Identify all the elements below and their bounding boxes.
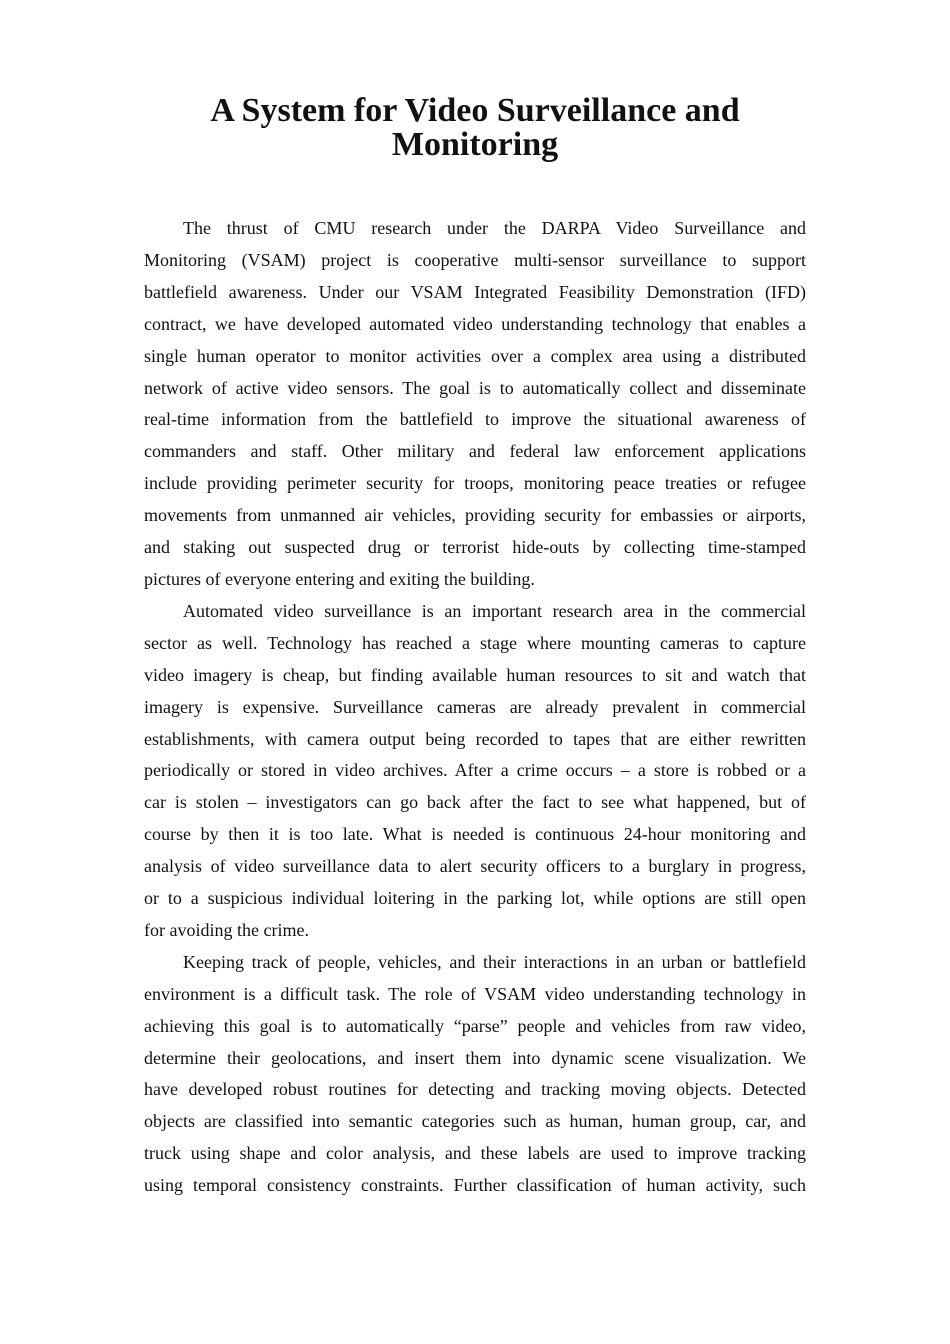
text-line: movements from unmanned air vehicles, providing security for embassies or airports,: [144, 505, 806, 526]
text-line: determine their geolocations, and insert them into dynamic scene visualization. We: [144, 1047, 806, 1068]
paper-title: [0, 94, 950, 162]
text-line: objects are classified into semantic categories such as human, human group, car, and: [144, 1111, 806, 1132]
text-line: network of active video sensors. The goal is to automatically collect and disseminate: [144, 377, 806, 398]
text-line: have developed robust routines for detecting and tracking moving objects. Detected: [144, 1079, 806, 1100]
paragraph-3: [144, 947, 806, 1202]
text-line: single human operator to monitor activities over a complex area using a distributed: [144, 345, 806, 366]
text-line: environment is a difficult task. The role of VSAM video understanding technology in: [144, 983, 806, 1004]
text-line: imagery is expensive. Surveillance cameras are already prevalent in commercial: [144, 696, 806, 717]
text-line: truck using shape and color analysis, and these labels are used to improve tracking: [144, 1143, 806, 1164]
paragraph-2: [144, 596, 806, 947]
title-line-2: Monitoring: [391, 126, 559, 163]
text-line: Keeping track of people, vehicles, and their interactions in an urban or battlefield: [183, 951, 806, 972]
text-line: include providing perimeter security for troops, monitoring peace treaties or refugee: [144, 473, 806, 494]
text-line: establishments, with camera output being recorded to tapes that are either rewritten: [144, 728, 806, 749]
text-line: using temporal consistency constraints. Further classification of human activity, such: [144, 1175, 806, 1196]
text-line: real-time information from the battlefield to improve the situational awareness of: [144, 409, 806, 430]
text-line: analysis of video surveillance data to alert security officers to a burglary in progress,: [144, 856, 806, 877]
text-line: car is stolen – investigators can go back after the fact to see what happened, but of: [144, 792, 806, 813]
text-line: periodically or stored in video archives. After a crime occurs – a store is robbed or a: [144, 760, 806, 781]
title-line-1: A System for Video Surveillance and: [210, 92, 740, 129]
paragraph-1: [144, 213, 806, 596]
text-line: Automated video surveillance is an important research area in the commercial: [183, 600, 806, 621]
text-line: Monitoring (VSAM) project is cooperative multi-sensor surveillance to support: [144, 249, 806, 270]
text-line: or to a suspicious individual loitering in the parking lot, while options are still open: [144, 888, 806, 909]
text-line: and staking out suspected drug or terrorist hide-outs by collecting time-stamped: [144, 537, 806, 558]
body-text: [144, 213, 806, 1202]
text-line: contract, we have developed automated video understanding technology that enables a: [144, 313, 806, 334]
text-line: commanders and staff. Other military and federal law enforcement applications: [144, 441, 806, 462]
text-line: achieving this goal is to automatically “parse” people and vehicles from raw video,: [144, 1015, 806, 1036]
text-line: battlefield awareness. Under our VSAM Integrated Feasibility Demonstration (IFD): [144, 281, 806, 302]
text-line: for avoiding the crime.: [144, 919, 309, 940]
text-line: pictures of everyone entering and exiting the building.: [144, 568, 535, 589]
text-line: sector as well. Technology has reached a stage where mounting cameras to capture: [144, 632, 806, 653]
text-line: video imagery is cheap, but finding available human resources to sit and watch that: [144, 664, 806, 685]
text-line: course by then it is too late. What is needed is continuous 24-hour monitoring and: [144, 824, 806, 845]
text-line: The thrust of CMU research under the DARPA Video Surveillance and: [183, 218, 806, 238]
